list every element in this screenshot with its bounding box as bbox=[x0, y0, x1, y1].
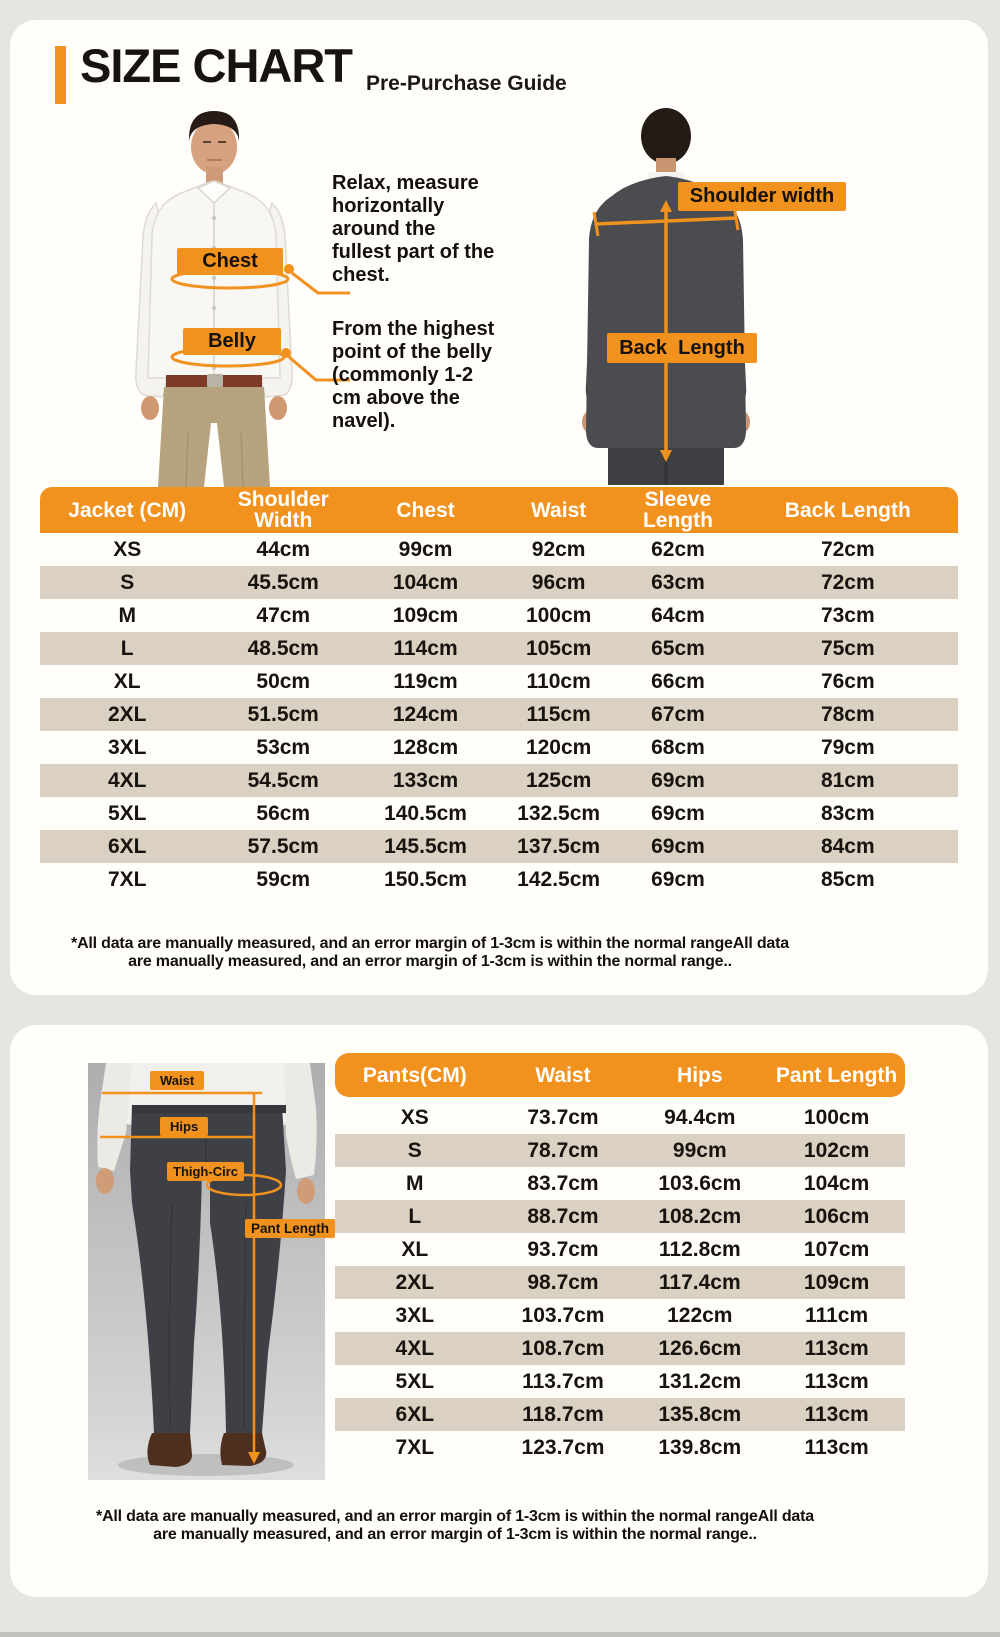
table-row bbox=[40, 566, 958, 599]
measurement-cell: 119cm bbox=[393, 669, 458, 693]
measurement-cell: 104cm bbox=[803, 1171, 870, 1195]
measurement-cell: 51.5cm bbox=[247, 702, 319, 726]
size-cell: XL bbox=[401, 1237, 429, 1261]
chest-measure-note: Relax, measure horizontally around the fullest part of the chest. bbox=[332, 172, 495, 286]
measurement-cell: 103.7cm bbox=[521, 1303, 605, 1327]
header-cell: Pants(CM) bbox=[335, 1053, 495, 1097]
size-chart-card bbox=[10, 20, 988, 995]
table-row bbox=[40, 698, 958, 731]
size-cell: M bbox=[406, 1171, 424, 1195]
disclaimer-line: *All data are manually measured, and an error margin of 1-3cm is within the normal rangeAll data bbox=[71, 935, 789, 952]
size-cell: XL bbox=[113, 669, 141, 693]
measurement-cell: 114cm bbox=[393, 636, 458, 660]
header-cell: Chest bbox=[352, 487, 499, 533]
measurement-cell: 69cm bbox=[651, 867, 705, 891]
measurement-cell: 78cm bbox=[820, 702, 875, 726]
measurement-cell: 63cm bbox=[651, 570, 705, 594]
measurement-cell: 113cm bbox=[804, 1369, 869, 1393]
measurement-cell: 104cm bbox=[392, 570, 459, 594]
title-accent-bar bbox=[55, 46, 66, 104]
measurement-cell: 68cm bbox=[651, 735, 705, 759]
measurement-cell: 103.6cm bbox=[658, 1171, 742, 1195]
table-row bbox=[40, 533, 958, 566]
measurement-cell: 48.5cm bbox=[247, 636, 319, 660]
measurement-cell: 145.5cm bbox=[384, 834, 467, 858]
size-cell: 6XL bbox=[395, 1402, 435, 1426]
measurement-cell: 62cm bbox=[651, 537, 705, 561]
table-row bbox=[335, 1097, 905, 1134]
thigh-circ-measure-label: Thigh-Circ bbox=[167, 1162, 244, 1181]
measurement-cell: 109cm bbox=[803, 1270, 870, 1294]
header-cell: Waist bbox=[499, 487, 618, 533]
measurement-cell: 117.4cm bbox=[658, 1270, 741, 1294]
measurement-cell: 102cm bbox=[803, 1138, 870, 1162]
measurement-cell: 81cm bbox=[820, 768, 875, 792]
size-cell: L bbox=[120, 636, 134, 660]
measurement-cell: 57.5cm bbox=[247, 834, 319, 858]
table-row bbox=[335, 1431, 905, 1464]
size-cell: 2XL bbox=[107, 702, 147, 726]
measurement-cell: 112.8cm bbox=[658, 1237, 741, 1261]
measurement-cell: 113.7cm bbox=[522, 1369, 604, 1393]
measurement-cell: 105cm bbox=[525, 636, 592, 660]
front-model-illustration bbox=[110, 103, 350, 487]
measurement-cell: 140.5cm bbox=[384, 801, 467, 825]
measurement-cell: 115cm bbox=[526, 702, 591, 726]
measurement-cell: 92cm bbox=[531, 537, 586, 561]
measurement-cell: 83.7cm bbox=[527, 1171, 599, 1195]
size-cell: 7XL bbox=[107, 867, 147, 891]
header-cell: Sleeve Length bbox=[618, 487, 737, 533]
measurement-cell: 111cm bbox=[805, 1303, 869, 1327]
measurement-cell: 122cm bbox=[667, 1303, 733, 1327]
chest-measure-label: Chest bbox=[177, 248, 283, 275]
table-row bbox=[335, 1134, 905, 1167]
header-cell: Back Length bbox=[738, 487, 958, 533]
measurement-cell: 72cm bbox=[820, 570, 875, 594]
header-cell: Jacket (CM) bbox=[40, 487, 214, 533]
measurement-cell: 47cm bbox=[256, 603, 311, 627]
measurement-cell: 106cm bbox=[803, 1204, 870, 1228]
measurement-cell: 107cm bbox=[803, 1237, 870, 1261]
measurement-cell: 84cm bbox=[820, 834, 875, 858]
measurement-cell: 79cm bbox=[820, 735, 875, 759]
measurement-cell: 135.8cm bbox=[658, 1402, 742, 1426]
measurement-cell: 113cm bbox=[804, 1402, 869, 1426]
measurement-cell: 88.7cm bbox=[527, 1204, 599, 1228]
table-row bbox=[335, 1167, 905, 1200]
measurement-cell: 98.7cm bbox=[527, 1270, 599, 1294]
page-bottom-edge bbox=[0, 1632, 1000, 1637]
measurement-cell: 142.5cm bbox=[517, 867, 601, 891]
size-cell: 4XL bbox=[395, 1336, 435, 1360]
measurement-cell: 54.5cm bbox=[247, 768, 319, 792]
disclaimer-line: *All data are manually measured, and an error margin of 1-3cm is within the normal rangeAll data bbox=[96, 1508, 814, 1525]
table-row bbox=[40, 830, 958, 863]
measurement-cell: 56cm bbox=[256, 801, 311, 825]
measurement-cell: 78.7cm bbox=[527, 1138, 599, 1162]
measurement-cell: 93.7cm bbox=[527, 1237, 599, 1261]
size-cell: M bbox=[118, 603, 136, 627]
measurement-cell: 66cm bbox=[651, 669, 705, 693]
size-cell: 5XL bbox=[107, 801, 147, 825]
pants-chart-card bbox=[10, 1025, 988, 1597]
measurement-cell: 65cm bbox=[651, 636, 705, 660]
size-cell: 7XL bbox=[395, 1435, 435, 1459]
measurement-cell: 139.8cm bbox=[658, 1435, 742, 1459]
size-cell: 2XL bbox=[395, 1270, 435, 1294]
measurement-cell: 44cm bbox=[256, 537, 311, 561]
size-cell: XS bbox=[113, 537, 142, 561]
measurement-cell: 99cm bbox=[672, 1138, 727, 1162]
measurement-cell: 123.7cm bbox=[521, 1435, 605, 1459]
page-title: SIZE CHART bbox=[80, 39, 352, 92]
measurement-cell: 69cm bbox=[651, 768, 705, 792]
table-row bbox=[335, 1299, 905, 1332]
size-cell: XS bbox=[400, 1105, 429, 1129]
header-cell: Hips bbox=[631, 1053, 768, 1097]
table-row bbox=[335, 1332, 905, 1365]
measurement-cell: 109cm bbox=[392, 603, 459, 627]
hips-measure-label: Hips bbox=[160, 1117, 208, 1136]
size-cell: S bbox=[120, 570, 135, 594]
table-row bbox=[40, 764, 958, 797]
measurement-cell: 85cm bbox=[820, 867, 875, 891]
back-length-measure-label: Back Length bbox=[607, 333, 757, 363]
measurement-cell: 131.2cm bbox=[658, 1369, 742, 1393]
measurement-cell: 126.6cm bbox=[658, 1336, 742, 1360]
table-row bbox=[335, 1365, 905, 1398]
header-cell: Shoulder Width bbox=[214, 487, 352, 533]
table-row bbox=[40, 665, 958, 698]
size-cell: 4XL bbox=[107, 768, 147, 792]
measurement-cell: 96cm bbox=[531, 570, 586, 594]
measurement-cell: 125cm bbox=[525, 768, 592, 792]
measurement-cell: 50cm bbox=[256, 669, 311, 693]
measurement-cell: 137.5cm bbox=[517, 834, 601, 858]
table-row bbox=[335, 1266, 905, 1299]
page-subtitle: Pre-Purchase Guide bbox=[366, 72, 567, 95]
measurement-cell: 64cm bbox=[651, 603, 705, 627]
table-row bbox=[335, 1398, 905, 1431]
measurement-cell: 73cm bbox=[820, 603, 875, 627]
pants-size-table bbox=[335, 1053, 905, 1464]
measurement-cell: 53cm bbox=[256, 735, 311, 759]
table-row bbox=[335, 1233, 905, 1266]
pants-disclaimer bbox=[10, 1508, 900, 1543]
header-cell: Waist bbox=[495, 1053, 632, 1097]
disclaimer-line: are manually measured, and an error margin of 1-3cm is within the normal range.. bbox=[153, 1525, 757, 1543]
table-row bbox=[40, 863, 958, 896]
measurement-cell: 99cm bbox=[398, 537, 453, 561]
measurement-guide-figures bbox=[10, 100, 988, 487]
table-row bbox=[335, 1200, 905, 1233]
measurement-cell: 73.7cm bbox=[527, 1105, 599, 1129]
jacket-table-header bbox=[40, 487, 958, 533]
table-row bbox=[40, 599, 958, 632]
size-cell: 5XL bbox=[395, 1369, 435, 1393]
measurement-cell: 124cm bbox=[392, 702, 459, 726]
table-header-row bbox=[335, 1053, 905, 1097]
size-cell: L bbox=[408, 1204, 422, 1228]
measurement-cell: 75cm bbox=[820, 636, 875, 660]
measurement-cell: 59cm bbox=[256, 867, 311, 891]
measurement-cell: 69cm bbox=[651, 834, 705, 858]
pant-length-measure-label: Pant Length bbox=[245, 1219, 335, 1238]
measurement-cell: 76cm bbox=[820, 669, 875, 693]
size-cell: 3XL bbox=[107, 735, 147, 759]
measurement-cell: 118.7cm bbox=[522, 1402, 604, 1426]
jacket-size-table bbox=[40, 487, 958, 896]
pants-table-header bbox=[335, 1053, 905, 1097]
measurement-cell: 69cm bbox=[651, 801, 705, 825]
measurement-cell: 113cm bbox=[804, 1435, 869, 1459]
table-row bbox=[40, 797, 958, 830]
measurement-cell: 133cm bbox=[392, 768, 459, 792]
back-model-illustration bbox=[560, 100, 770, 485]
jacket-disclaimer bbox=[10, 935, 850, 970]
size-cell: 3XL bbox=[395, 1303, 435, 1327]
measurement-cell: 128cm bbox=[392, 735, 459, 759]
measurement-cell: 72cm bbox=[820, 537, 875, 561]
measurement-cell: 67cm bbox=[651, 702, 705, 726]
disclaimer-line: are manually measured, and an error margin of 1-3cm is within the normal range.. bbox=[128, 952, 732, 970]
shoulder-width-measure-label: Shoulder width bbox=[678, 182, 846, 211]
size-cell: S bbox=[407, 1138, 422, 1162]
waist-measure-label: Waist bbox=[150, 1071, 204, 1090]
measurement-cell: 132.5cm bbox=[517, 801, 601, 825]
belly-measure-label: Belly bbox=[183, 328, 281, 355]
measurement-cell: 45.5cm bbox=[247, 570, 319, 594]
belly-measure-note: From the highest point of the belly (commonly 1-2 cm above the navel). bbox=[332, 318, 495, 432]
measurement-cell: 108.2cm bbox=[658, 1204, 742, 1228]
table-header-row bbox=[40, 487, 958, 533]
measurement-cell: 94.4cm bbox=[664, 1105, 736, 1129]
size-cell: 6XL bbox=[107, 834, 147, 858]
measurement-cell: 108.7cm bbox=[521, 1336, 605, 1360]
measurement-cell: 110cm bbox=[526, 669, 591, 693]
measurement-cell: 120cm bbox=[525, 735, 592, 759]
measurement-cell: 83cm bbox=[820, 801, 875, 825]
measurement-cell: 113cm bbox=[804, 1336, 869, 1360]
measurement-cell: 100cm bbox=[803, 1105, 870, 1129]
table-row bbox=[40, 632, 958, 665]
header-cell: Pant Length bbox=[768, 1053, 905, 1097]
measurement-cell: 100cm bbox=[525, 603, 592, 627]
table-row bbox=[40, 731, 958, 764]
measurement-cell: 150.5cm bbox=[384, 867, 467, 891]
